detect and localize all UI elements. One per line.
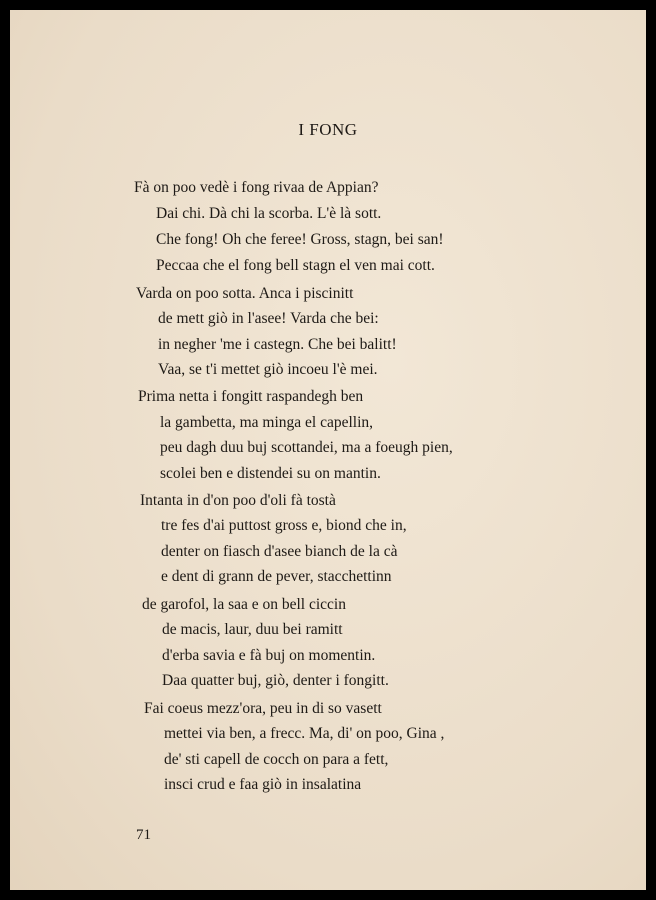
verse-line: Daa quatter buj, giò, denter i fongitt. xyxy=(162,672,389,689)
verse-line: Varda on poo sotta. Anca i piscinitt xyxy=(136,285,354,302)
verse-line: in negher 'me i castegn. Che bei balitt! xyxy=(158,336,397,353)
verse-line: Prima netta i fongitt raspandegh ben xyxy=(138,388,364,405)
verse-line: la gambetta, ma minga el capellin, xyxy=(160,414,374,431)
verse-line: de macis, laur, duu bei ramitt xyxy=(162,621,343,638)
verse-line: denter on fiasch d'asee bianch de la cà xyxy=(161,543,398,560)
verse-line: Peccaa che el fong bell stagn el ven mai cott. xyxy=(156,257,435,274)
verse-line: de' sti capell de cocch on para a fett, xyxy=(164,751,389,768)
verse-line: d'erba savia e fà buj on momentin. xyxy=(162,647,376,664)
verse-line: Fai coeus mezz'ora, peu in di so vasett xyxy=(144,700,382,717)
book-page xyxy=(10,10,646,890)
verse-line: peu dagh duu buj scottandei, ma a foeugh pien, xyxy=(160,439,453,456)
verse-line: scolei ben e distendei su on mantin. xyxy=(160,465,381,482)
verse-line: de garofol, la saa e on bell ciccin xyxy=(142,596,346,613)
verse-line: Fà on poo vedè i fong rivaa de Appian? xyxy=(134,179,379,196)
verse-line: Intanta in d'on poo d'oli fà tostà xyxy=(140,492,336,509)
verse-line: Che fong! Oh che feree! Gross, stagn, bei san! xyxy=(156,231,444,248)
poem-title: I FONG xyxy=(298,120,358,139)
verse-line: de mett giò in l'asee! Varda che bei: xyxy=(158,310,379,327)
verse-line: e dent di grann de pever, stacchettinn xyxy=(161,568,392,585)
page-number: 71 xyxy=(136,827,151,843)
verse-line: Vaa, se t'i mettet giò incoeu l'è mei. xyxy=(158,361,378,378)
verse-line: Dai chi. Dà chi la scorba. L'è là sott. xyxy=(156,205,382,222)
verse-line: insci crud e faa giò in insalatina xyxy=(164,776,362,793)
verse-line: tre fes d'ai puttost gross e, biond che in, xyxy=(161,517,407,534)
verse-line: mettei via ben, a frecc. Ma, di' on poo, Gina , xyxy=(164,725,445,742)
